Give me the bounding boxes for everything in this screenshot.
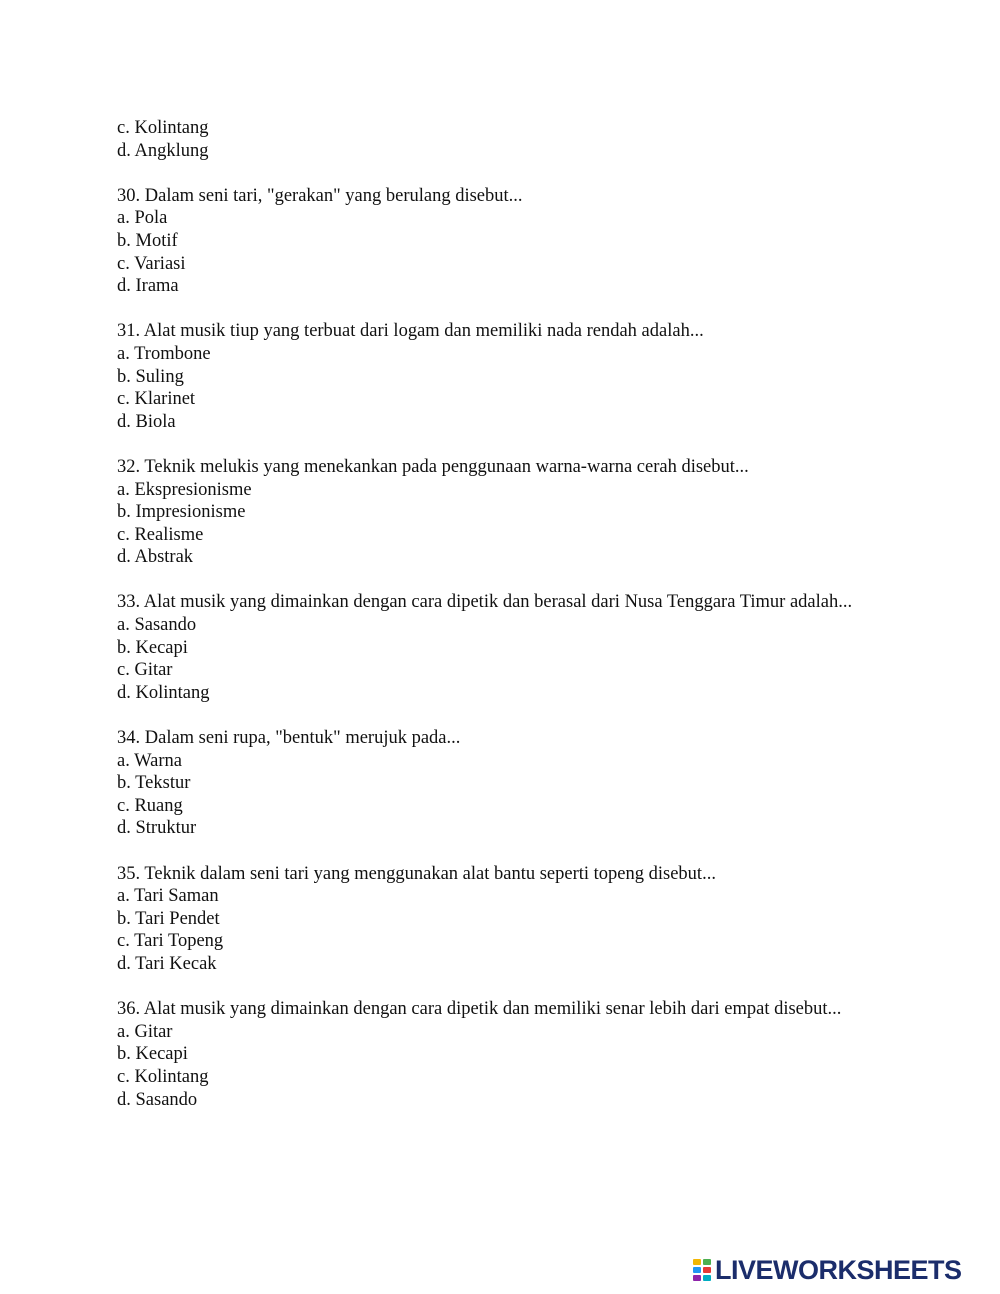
logo-block-icon (703, 1267, 711, 1273)
logo-block-icon (693, 1259, 701, 1265)
logo-block-icon (693, 1275, 701, 1281)
option-text: d. Struktur (117, 818, 197, 839)
liveworksheets-logo (692, 1256, 962, 1284)
logo-block-icon (703, 1275, 711, 1281)
logo-block-icon (693, 1267, 701, 1273)
logo-block-icon (703, 1259, 711, 1265)
option-text: b. Suling (117, 366, 184, 387)
option-text: d. Abstrak (117, 547, 194, 568)
option-text: d. Sasando (117, 1089, 198, 1110)
option-text: a. Gitar (117, 1021, 173, 1042)
option-text: b. Kecapi (117, 637, 188, 658)
option-text: b. Tekstur (117, 773, 191, 794)
spacer (117, 704, 877, 727)
option-text: c. Variasi (117, 253, 186, 274)
option-text: d. Biola (117, 411, 176, 432)
question-block-30 (117, 185, 877, 298)
option-text: a. Trombone (117, 343, 211, 364)
question-text: 35. Teknik dalam seni tari yang menggunakan alat bantu seperti topeng disebut... (117, 863, 716, 884)
option-text: c. Tari Topeng (117, 931, 224, 952)
option-text: b. Motif (117, 230, 178, 251)
option-text: d. Irama (117, 276, 179, 297)
spacer (117, 976, 877, 999)
option-text: c. Kolintang (117, 118, 209, 138)
option-text: c. Ruang (117, 795, 183, 816)
option-text: b. Tari Pendet (117, 908, 220, 929)
question-block-35 (117, 863, 877, 976)
option-text: a. Warna (117, 750, 182, 771)
spacer (117, 162, 877, 185)
option-text: c. Gitar (117, 660, 173, 681)
worksheet-page (117, 117, 877, 1111)
option-text: b. Impresionisme (117, 502, 246, 523)
brand-text: LIVEWORKSHEETS (715, 1255, 962, 1285)
question-text: 36. Alat musik yang dimainkan dengan cara dipetik dan memiliki senar lebih dari empat disebut... (117, 999, 842, 1020)
option-text: d. Angklung (117, 140, 209, 161)
question-text: 33. Alat musik yang dimainkan dengan cara dipetik dan berasal dari Nusa Tenggara Timur adalah... (117, 592, 853, 613)
lead-options (117, 117, 877, 162)
question-block-31 (117, 320, 877, 433)
option-text: c. Realisme (117, 524, 204, 545)
option-text: d. Tari Kecak (117, 953, 217, 974)
spacer (117, 298, 877, 321)
question-block-34 (117, 727, 877, 840)
spacer (117, 840, 877, 863)
option-text: c. Klarinet (117, 389, 196, 410)
option-text: c. Kolintang (117, 1066, 209, 1087)
option-text: d. Kolintang (117, 682, 210, 703)
spacer (117, 433, 877, 456)
option-text: a. Tari Saman (117, 886, 219, 907)
option-text: a. Pola (117, 208, 168, 229)
question-text: 31. Alat musik tiup yang terbuat dari logam dan memiliki nada rendah adalah... (117, 321, 704, 342)
option-text: a. Sasando (117, 615, 197, 636)
question-block-33 (117, 591, 877, 704)
question-text: 32. Teknik melukis yang menekankan pada penggunaan warna-warna cerah disebut... (117, 456, 749, 477)
option-text: a. Ekspresionisme (117, 479, 252, 500)
option-text: b. Kecapi (117, 1044, 188, 1065)
liveworksheets-logo-icon (692, 1258, 712, 1282)
question-block-36 (117, 998, 877, 1111)
question-block-32 (117, 456, 877, 569)
spacer (117, 569, 877, 592)
question-text: 34. Dalam seni rupa, "bentuk" merujuk pada... (117, 728, 461, 749)
question-text: 30. Dalam seni tari, "gerakan" yang berulang disebut... (117, 185, 523, 206)
